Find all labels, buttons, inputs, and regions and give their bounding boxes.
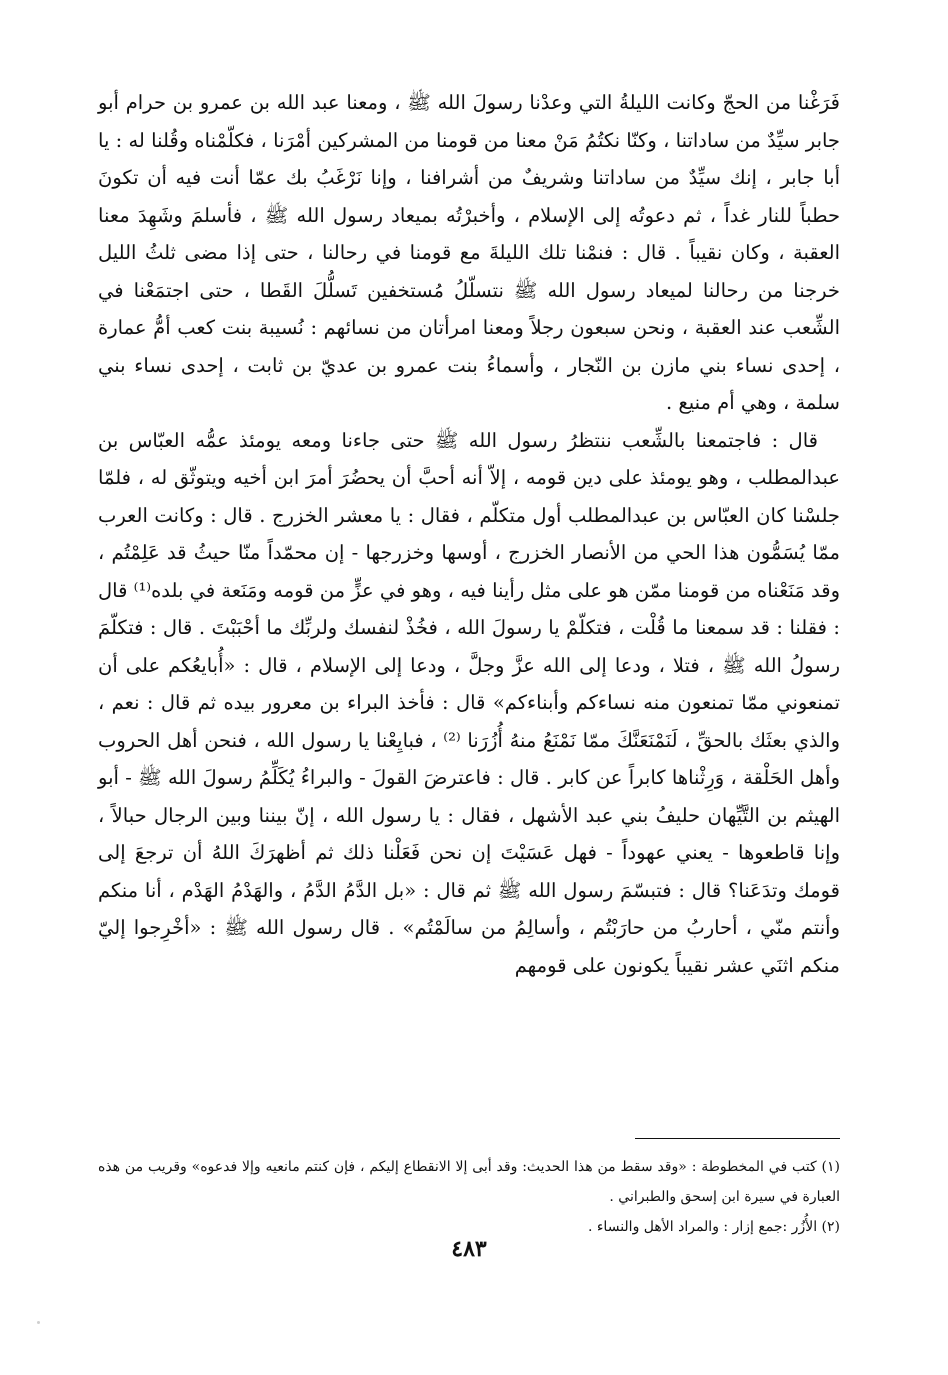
page-number: ٤٨٣: [451, 1236, 487, 1262]
book-page: [98, 84, 840, 1284]
paragraph-1: فَرَغْنا من الحجّ وكانت الليلةُ التي وعدْنا رسولَ الله ﷺ ، ومعنا عبد الله بن عمرو بن حرام أبو جابر سيِّدٌ من ساداتنا ، وكنّا نكتُمُ مَنْ معنا من قومنا من المشركين أمْرَنا ، فكلّمْناه وقُلنا له : يا أبا جابر ، إنك سيِّدٌ من ساداتنا وشريفٌ من أشرافنا ، وإنا نَرْغَبُ بك عمّا أنت فيه أن تكونَ حطباً للنار غداً ، ثم دعوتُه إلى الإسلام ، وأخبرْتُه بميعاد رسول الله ﷺ ، فأسلمَ وشَهِدَ معنا العقبة ، وكان نقيباً . قال : فنمْنا تلك الليلةَ مع قومنا في رحالنا ، حتى إذا مضى ثلثُ الليل خرجنا من رحالنا لميعاد رسول الله ﷺ نتسلّلُ مُستخفين تَسلُّلَ القَطا ، حتى اجتمَعْنا في الشِّعب عند العقبة ، ونحن سبعون رجلاً ومعنا امرأتان من نسائهم : نُسيبة بنت كعب أمُّ عمارة ، إحدى نساء بني مازن بن النّجار ، وأسماءُ بنت عمرو بن عديّ بن ثابت ، إحدى نساء بني سلمة ، وهي أم منيع .: [98, 91, 840, 414]
margin-mark: [37, 1321, 40, 1324]
paragraph-2: قال : فاجتمعنا بالشِّعب ننتظرُ رسول الله ﷺ حتى جاءنا ومعه يومئذ عمُّه العبّاس بن عبدالمطلب ، وهو يومئذ على دين قومه ، إلاّ أنه أحبَّ أن يحضُرَ أمرَ ابن أخيه ويتوثّق له ، فلمّا جلسْنا كان العبّاس بن عبدالمطلب أول متكلّم ، فقال : يا معشر الخزرج . قال : وكانت العرب ممّا يُسَمُّون هذا الحي من الأنصار الخزرج ، أوسها وخزرجها - إن محمّداً منّا حيثُ قد عَلِمْتُم ، وقد مَنَعْناه من قومنا ممّن هو على مثل رأينا فيه ، وهو في عزٍّ من قومه ومَنَعة في بلده⁽¹⁾ قال : فقلنا : قد سمعنا ما قُلْت ، فتكلّمْ يا رسولَ الله ، فخُذْ لنفسك ولربِّك ما أحْبَبْتَ . قال : فتكلّمَ رسولُ الله ﷺ ، فتلا ، ودعا إلى الله عزَّ وجلَّ ، ودعا إلى الإسلام ، قال : «أُبايعُكم على أن تمنعوني ممّا تمنعون منه نساءكم وأبناءكم» قال : فأخذ البراء بن معرور بيده ثم قال : نعم ، والذي بعثَك بالحقِّ ، لَنَمْنَعَنَّكَ ممّا نَمْنَعُ منهُ أُزُرَنا ⁽²⁾ ، فبايِعْنا يا رسول الله ، فنحن أهل الحروب وأهل الحَلْقة ، وَرِثْناها كابراً عن كابر . قال : فاعترضَ القولَ - والبراءُ يُكَلِّمُ رسولَ الله ﷺ - أبو الهيثم بن التَّيِّهان حليفُ بني عبد الأشهل ، فقال : يا رسول الله ، إنّ بيننا وبين الرجال حبالاً ، وإنا قاطعوها - يعني عهوداً - فهل عَسَيْتَ إن نحن فَعَلْنا ذلك ثم أظهرَكَ اللهُ أن ترجعَ إلى قومك وتدَعَنا؟ قال : فتبسّمَ رسول الله ﷺ ثم قال : «بل الدَّمُ الدَّمُ ، والهَدْمُ الهَدْم ، أنا منكم وأنتم منّي ، أحاربُ من حارَبْتُم ، وأسالِمُ من سالَمْتُم» . قال رسول الله ﷺ : «أخْرِجوا إليّ منكم اثنَي عشر نقيباً يكونون على قومهم: [98, 428, 840, 977]
footnote-divider: [635, 1138, 840, 1139]
footnotes: [98, 1152, 840, 1242]
footnote-1: (١) كتب في المخطوطة : «وقد سقط من هذا الحديث: وقد أبى إلا الانقطاع إليكم ، فإن كنتم مانعيه وإلا فدعوه» وقريب من هذه العبارة في سيرة ابن إسحق والطبراني .: [98, 1159, 840, 1205]
main-text: [98, 84, 840, 984]
footnote-2: (٢) الأُزُر :جمع إزار : والمراد الأهل والنساء .: [587, 1219, 840, 1235]
